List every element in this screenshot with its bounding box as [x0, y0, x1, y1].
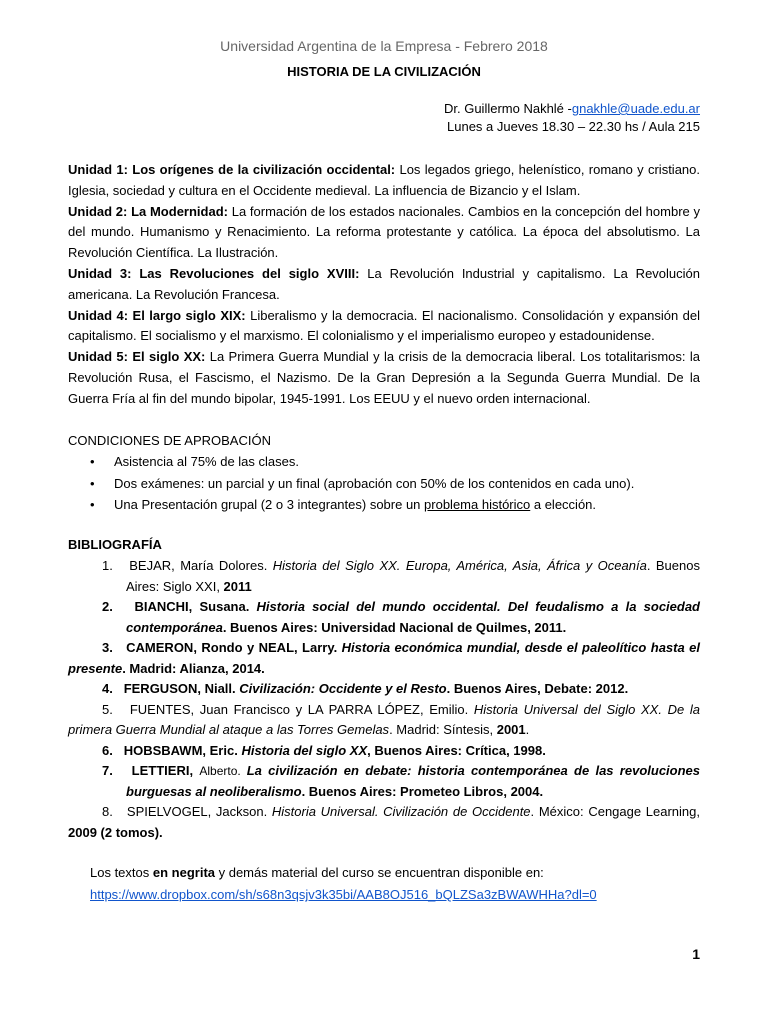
item-author: HOBSBAWM, Eric. [123, 742, 242, 758]
bibliography-section [68, 535, 700, 843]
note-bold-text: en negrita [152, 865, 215, 880]
unit-text: Los legados griego, helenístico, romano y cristiano. Iglesia, sociedad y cultura en el Occidente medieval. La influencia de Bizancio y el Islam. [68, 162, 700, 198]
course-title: HISTORIA DE LA CIVILIZACIÓN [287, 64, 481, 79]
item-author: FUENTES, Juan Francisco y LA PARRA LÓPEZ, Emilio. [129, 701, 474, 717]
item-title: Historia del Siglo XX. Europa, América, Asia, África y Oceanía [272, 558, 647, 573]
dropbox-link[interactable]: https://www.dropbox.com/sh/s68n3qsjv3k35bi/AAB8OJ516_bQLZSa3zBWAWHHa?dl=0 [90, 887, 597, 902]
item-number: 5. [102, 701, 113, 717]
unit-title: Unidad 2: La Modernidad: [68, 203, 228, 219]
item-rest: . Buenos Aires: Siglo XXI, [126, 558, 700, 594]
item-rest: . Buenos Aires, Debate: 2012. [446, 681, 629, 696]
item-year: 2001 [496, 722, 526, 737]
item-rest: . Buenos Aires: Prometeo Libros, 2004. [301, 783, 544, 799]
unit-title: Unidad 3: Las Revoluciones del siglo XVIII: [68, 265, 360, 281]
condition-item: • Asistencia al 75% de las clases. [90, 451, 700, 473]
item-year: 2009 (2 tomos). [68, 824, 163, 840]
item-author: CAMERON, Rondo y NEAL, Larry. [126, 640, 342, 655]
item-rest: . Madrid: Síntesis, [389, 722, 497, 737]
item-title: Civilización: Occidente y el Resto [239, 681, 447, 696]
unit-3 [68, 264, 700, 306]
conditions-section [68, 431, 700, 516]
condition-item [90, 494, 700, 516]
professor-email-link[interactable]: gnakhle@uade.edu.ar [571, 101, 700, 116]
bibliography-item [68, 679, 700, 700]
condition-text: a elección. [530, 497, 597, 512]
bibliography-item [68, 741, 700, 762]
professor-name: Dr. Guillermo Nakhlé - [443, 101, 572, 116]
conditions-title: CONDICIONES DE APROBACIÓN [68, 433, 271, 448]
item-number: 1. [102, 558, 113, 573]
unit-text: La Primera Guerra Mundial y la crisis de la democracia liberal. Los totalitarismos: la Revolución Rusa, el Fascismo, el Nazismo. De la Gran Depresión a la Segunda Guerra Mundial. De la Guerra Fría al fin del mundo bipolar, 1945-1991. Los EEUU y el nuevo orden internacional. [68, 349, 700, 406]
item-title: La civilización en debate: historia contemporánea de las revoluciones burguesas al neoliberalismo [126, 763, 701, 799]
university-header: Universidad Argentina de la Empresa - Febrero 2018 [220, 38, 548, 54]
conditions-list [68, 451, 700, 516]
item-author: BIANCHI, Susana. [134, 599, 257, 614]
item-rest: , Buenos Aires: Crítica, 1998. [367, 742, 546, 758]
condition-text: Una Presentación grupal (2 o 3 integrantes) sobre un [114, 497, 425, 512]
item-title: Historia económica mundial, desde el paleolítico hasta el presente [68, 640, 700, 676]
unit-1 [68, 160, 700, 202]
condition-item: • Dos exámenes: un parcial y un final (aprobación con 50% de los contenidos en cada uno). [90, 473, 700, 495]
bibliography-item [68, 597, 700, 638]
item-title: Historia Universal. Civilización de Occidente [271, 804, 531, 819]
unit-title: Unidad 5: El siglo XX: [68, 349, 206, 365]
item-author: SPIELVOGEL, Jackson. [126, 804, 272, 819]
item-number: 3. [102, 640, 113, 655]
bibliography-title: BIBLIOGRAFÍA [68, 537, 162, 552]
item-author: LETTIERI, [131, 763, 200, 778]
unit-5 [68, 347, 700, 409]
item-year: 2011 [223, 578, 252, 594]
bibliography-item [68, 761, 700, 802]
item-rest: . Madrid: Alianza, 2014. [122, 660, 265, 676]
unit-4 [68, 306, 700, 348]
unit-2 [68, 202, 700, 264]
item-number: 4. [102, 681, 113, 696]
bibliography-item [68, 802, 700, 843]
item-title: Historia Universal del Siglo XX. De la primera Guerra Mundial al ataque a las Torres Gemelas [68, 701, 700, 737]
item-author: BEJAR, María Dolores. [129, 558, 273, 573]
professor-info [444, 100, 700, 136]
unit-title: Unidad 4: El largo siglo XIX: [68, 307, 246, 323]
bibliography-item [68, 638, 700, 679]
schedule: Lunes a Jueves 18.30 – 22.30 hs / Aula 215 [447, 119, 700, 134]
unit-text: Liberalismo y la democracia. El nacionalismo. Consolidación y expansión del capitalismo. El socialismo y el marxismo. El colonialismo y el imperialismo europeo y estadounidense. [68, 307, 700, 344]
item-number: 6. [102, 742, 113, 758]
item-number: 7. [102, 763, 113, 778]
page-number: 1 [692, 946, 700, 962]
note-text: Los textos [90, 865, 153, 880]
note-text: y demás material del curso se encuentran disponible en: [215, 865, 544, 880]
unit-title: Unidad 1: Los orígenes de la civilización occidental: [68, 162, 396, 177]
units-section [68, 160, 700, 410]
item-author: FERGUSON, Niall. [123, 681, 240, 696]
item-title: Historia del siglo XX [241, 742, 368, 758]
item-number: 2. [102, 599, 113, 614]
bibliography-item: 5. FUENTES, Juan Francisco y LA PARRA LÓPEZ, Emilio. Historia Universal del Siglo XX. De la primera Guerra Mundial al ataque a las Torres Gemelas. Madrid: Síntesis, 2001. [68, 701, 700, 737]
item-author: Alberto. [199, 764, 247, 778]
item-rest: . Buenos Aires: Universidad Nacional de Quilmes, 2011. [222, 619, 567, 635]
item-number: 8. [102, 804, 113, 819]
resources-note [90, 862, 710, 906]
item-rest: . México: Cengage Learning, [530, 804, 700, 819]
item-title: Historia social del mundo occidental. Del feudalismo a la sociedad contemporánea [126, 599, 700, 635]
unit-text: La formación de los estados nacionales. Cambios en la concepción del hombre y del mundo. Humanismo y Renacimiento. La reforma protestante y católica. La época del absolutismo. La Revolución Científica. La Ilustración. [68, 203, 700, 261]
bibliography-item [68, 556, 700, 597]
unit-text: La Revolución Industrial y capitalismo. La Revolución americana. La Revolución Francesa. [68, 265, 700, 302]
condition-underlined-text: problema histórico [424, 497, 531, 512]
